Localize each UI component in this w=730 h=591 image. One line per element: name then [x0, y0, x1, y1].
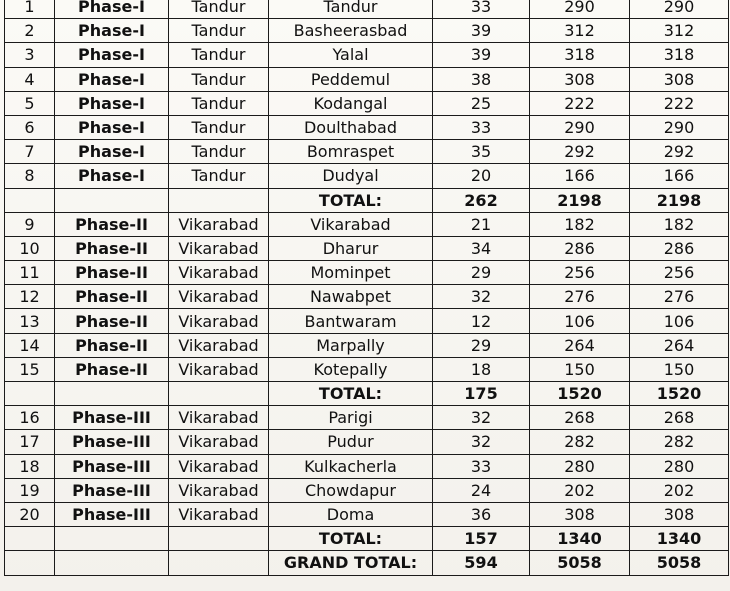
table-row — [5, 261, 729, 285]
division-cell: Tandur — [169, 0, 269, 19]
table-row — [5, 19, 729, 43]
mandal-cell: Bantwaram — [269, 309, 433, 333]
phase-cell: Phase-II — [55, 357, 169, 381]
count-a-cell: 29 — [433, 261, 530, 285]
serial-number-cell: 9 — [5, 212, 55, 236]
count-a-cell: 32 — [433, 430, 530, 454]
count-c-cell: 280 — [630, 454, 729, 478]
table-row — [5, 406, 729, 430]
count-b-cell: 292 — [530, 140, 630, 164]
count-c-cell: 106 — [630, 309, 729, 333]
total-row — [5, 188, 729, 212]
count-b-cell: 106 — [530, 309, 630, 333]
table-row — [5, 285, 729, 309]
serial-number-cell: 6 — [5, 115, 55, 139]
table-row — [5, 164, 729, 188]
division-cell: Vikarabad — [169, 212, 269, 236]
count-b-cell: 268 — [530, 406, 630, 430]
count-c-cell: 286 — [630, 236, 729, 260]
empty-cell — [55, 382, 169, 406]
count-c-cell: 268 — [630, 406, 729, 430]
count-a-cell: 36 — [433, 502, 530, 526]
grand-total-b-cell: 5058 — [530, 551, 630, 575]
mandal-cell: Tandur — [269, 0, 433, 19]
mandal-cell: Kotepally — [269, 357, 433, 381]
total-row — [5, 382, 729, 406]
empty-cell — [55, 527, 169, 551]
serial-number-cell: 19 — [5, 478, 55, 502]
phase-cell: Phase-III — [55, 406, 169, 430]
division-cell: Vikarabad — [169, 333, 269, 357]
serial-number-cell: 13 — [5, 309, 55, 333]
division-cell: Vikarabad — [169, 309, 269, 333]
empty-cell — [169, 188, 269, 212]
count-b-cell: 312 — [530, 19, 630, 43]
serial-number-cell: 20 — [5, 502, 55, 526]
count-c-cell: 290 — [630, 0, 729, 19]
serial-number-cell: 16 — [5, 406, 55, 430]
count-c-cell: 308 — [630, 502, 729, 526]
table-row — [5, 43, 729, 67]
table-row — [5, 309, 729, 333]
count-b-cell: 280 — [530, 454, 630, 478]
mandal-cell: Mominpet — [269, 261, 433, 285]
serial-number-cell: 11 — [5, 261, 55, 285]
division-cell: Vikarabad — [169, 502, 269, 526]
count-a-cell: 33 — [433, 115, 530, 139]
table-row — [5, 115, 729, 139]
count-a-cell: 25 — [433, 91, 530, 115]
table-row — [5, 0, 729, 19]
empty-cell — [169, 527, 269, 551]
phase-cell: Phase-II — [55, 285, 169, 309]
mandal-cell: Bomraspet — [269, 140, 433, 164]
count-a-cell: 35 — [433, 140, 530, 164]
table-row — [5, 357, 729, 381]
empty-cell — [55, 188, 169, 212]
count-c-cell: 290 — [630, 115, 729, 139]
count-a-cell: 20 — [433, 164, 530, 188]
phase-table — [4, 0, 729, 576]
division-cell: Tandur — [169, 19, 269, 43]
phase-cell: Phase-II — [55, 309, 169, 333]
division-cell: Vikarabad — [169, 406, 269, 430]
count-c-cell: 150 — [630, 357, 729, 381]
count-a-cell: 24 — [433, 478, 530, 502]
division-cell: Tandur — [169, 91, 269, 115]
count-a-cell: 33 — [433, 454, 530, 478]
total-c-cell: 1340 — [630, 527, 729, 551]
phase-cell: Phase-I — [55, 140, 169, 164]
serial-number-cell: 8 — [5, 164, 55, 188]
empty-cell — [5, 551, 55, 575]
count-c-cell: 318 — [630, 43, 729, 67]
total-c-cell: 2198 — [630, 188, 729, 212]
division-cell: Vikarabad — [169, 478, 269, 502]
count-c-cell: 276 — [630, 285, 729, 309]
grand-total-label-cell: GRAND TOTAL: — [269, 551, 433, 575]
serial-number-cell: 7 — [5, 140, 55, 164]
grand-total-c-cell: 5058 — [630, 551, 729, 575]
count-a-cell: 21 — [433, 212, 530, 236]
empty-cell — [169, 551, 269, 575]
count-b-cell: 256 — [530, 261, 630, 285]
division-cell: Vikarabad — [169, 454, 269, 478]
serial-number-cell: 3 — [5, 43, 55, 67]
phase-cell: Phase-I — [55, 115, 169, 139]
division-cell: Vikarabad — [169, 285, 269, 309]
serial-number-cell: 10 — [5, 236, 55, 260]
count-b-cell: 308 — [530, 502, 630, 526]
serial-number-cell: 2 — [5, 19, 55, 43]
table-row — [5, 212, 729, 236]
division-cell: Vikarabad — [169, 430, 269, 454]
total-label-cell: TOTAL: — [269, 188, 433, 212]
mandal-cell: Peddemul — [269, 67, 433, 91]
count-c-cell: 182 — [630, 212, 729, 236]
count-b-cell: 290 — [530, 115, 630, 139]
total-b-cell: 2198 — [530, 188, 630, 212]
division-cell: Tandur — [169, 67, 269, 91]
count-c-cell: 202 — [630, 478, 729, 502]
division-cell: Vikarabad — [169, 261, 269, 285]
mandal-cell: Doma — [269, 502, 433, 526]
table-body — [5, 0, 729, 575]
count-c-cell: 282 — [630, 430, 729, 454]
division-cell: Vikarabad — [169, 236, 269, 260]
table-row — [5, 140, 729, 164]
division-cell: Tandur — [169, 164, 269, 188]
division-cell: Tandur — [169, 140, 269, 164]
count-c-cell: 264 — [630, 333, 729, 357]
mandal-cell: Basheerasbad — [269, 19, 433, 43]
count-c-cell: 312 — [630, 19, 729, 43]
phase-cell: Phase-II — [55, 333, 169, 357]
count-b-cell: 290 — [530, 0, 630, 19]
count-a-cell: 39 — [433, 43, 530, 67]
empty-cell — [5, 188, 55, 212]
count-c-cell: 256 — [630, 261, 729, 285]
count-a-cell: 32 — [433, 406, 530, 430]
serial-number-cell: 18 — [5, 454, 55, 478]
division-cell: Vikarabad — [169, 357, 269, 381]
total-b-cell: 1520 — [530, 382, 630, 406]
table-row — [5, 333, 729, 357]
mandal-cell: Kulkacherla — [269, 454, 433, 478]
table-row — [5, 454, 729, 478]
count-a-cell: 32 — [433, 285, 530, 309]
count-a-cell: 18 — [433, 357, 530, 381]
serial-number-cell: 14 — [5, 333, 55, 357]
count-b-cell: 308 — [530, 67, 630, 91]
count-a-cell: 38 — [433, 67, 530, 91]
count-c-cell: 166 — [630, 164, 729, 188]
table-row — [5, 502, 729, 526]
empty-cell — [169, 382, 269, 406]
total-a-cell: 157 — [433, 527, 530, 551]
division-cell: Tandur — [169, 43, 269, 67]
table-row — [5, 236, 729, 260]
mandal-cell: Doulthabad — [269, 115, 433, 139]
count-a-cell: 33 — [433, 0, 530, 19]
count-b-cell: 166 — [530, 164, 630, 188]
mandal-cell: Nawabpet — [269, 285, 433, 309]
empty-cell — [55, 551, 169, 575]
count-a-cell: 39 — [433, 19, 530, 43]
count-b-cell: 202 — [530, 478, 630, 502]
count-c-cell: 222 — [630, 91, 729, 115]
serial-number-cell: 1 — [5, 0, 55, 19]
count-b-cell: 264 — [530, 333, 630, 357]
mandal-cell: Dudyal — [269, 164, 433, 188]
total-row — [5, 527, 729, 551]
phase-cell: Phase-II — [55, 261, 169, 285]
phase-cell: Phase-I — [55, 0, 169, 19]
table-row — [5, 91, 729, 115]
phase-cell: Phase-I — [55, 164, 169, 188]
count-b-cell: 282 — [530, 430, 630, 454]
count-a-cell: 29 — [433, 333, 530, 357]
count-c-cell: 292 — [630, 140, 729, 164]
table-row — [5, 478, 729, 502]
total-label-cell: TOTAL: — [269, 527, 433, 551]
total-b-cell: 1340 — [530, 527, 630, 551]
total-c-cell: 1520 — [630, 382, 729, 406]
empty-cell — [5, 382, 55, 406]
mandal-cell: Dharur — [269, 236, 433, 260]
mandal-cell: Kodangal — [269, 91, 433, 115]
serial-number-cell: 17 — [5, 430, 55, 454]
table-row — [5, 67, 729, 91]
count-b-cell: 318 — [530, 43, 630, 67]
count-a-cell: 12 — [433, 309, 530, 333]
count-a-cell: 34 — [433, 236, 530, 260]
count-b-cell: 182 — [530, 212, 630, 236]
mandal-cell: Marpally — [269, 333, 433, 357]
mandal-cell: Chowdapur — [269, 478, 433, 502]
phase-cell: Phase-III — [55, 478, 169, 502]
mandal-cell: Yalal — [269, 43, 433, 67]
grand-total-row — [5, 551, 729, 575]
count-b-cell: 222 — [530, 91, 630, 115]
mandal-cell: Parigi — [269, 406, 433, 430]
empty-cell — [5, 527, 55, 551]
serial-number-cell: 12 — [5, 285, 55, 309]
mandal-cell: Pudur — [269, 430, 433, 454]
phase-cell: Phase-II — [55, 236, 169, 260]
serial-number-cell: 15 — [5, 357, 55, 381]
grand-total-a-cell: 594 — [433, 551, 530, 575]
phase-cell: Phase-II — [55, 212, 169, 236]
table-row — [5, 430, 729, 454]
count-b-cell: 286 — [530, 236, 630, 260]
total-a-cell: 262 — [433, 188, 530, 212]
phase-cell: Phase-III — [55, 502, 169, 526]
count-b-cell: 276 — [530, 285, 630, 309]
division-cell: Tandur — [169, 115, 269, 139]
phase-cell: Phase-I — [55, 67, 169, 91]
phase-cell: Phase-III — [55, 430, 169, 454]
phase-cell: Phase-I — [55, 19, 169, 43]
serial-number-cell: 5 — [5, 91, 55, 115]
serial-number-cell: 4 — [5, 67, 55, 91]
mandal-cell: Vikarabad — [269, 212, 433, 236]
phase-cell: Phase-III — [55, 454, 169, 478]
count-b-cell: 150 — [530, 357, 630, 381]
count-c-cell: 308 — [630, 67, 729, 91]
total-label-cell: TOTAL: — [269, 382, 433, 406]
phase-cell: Phase-I — [55, 91, 169, 115]
phase-cell: Phase-I — [55, 43, 169, 67]
total-a-cell: 175 — [433, 382, 530, 406]
